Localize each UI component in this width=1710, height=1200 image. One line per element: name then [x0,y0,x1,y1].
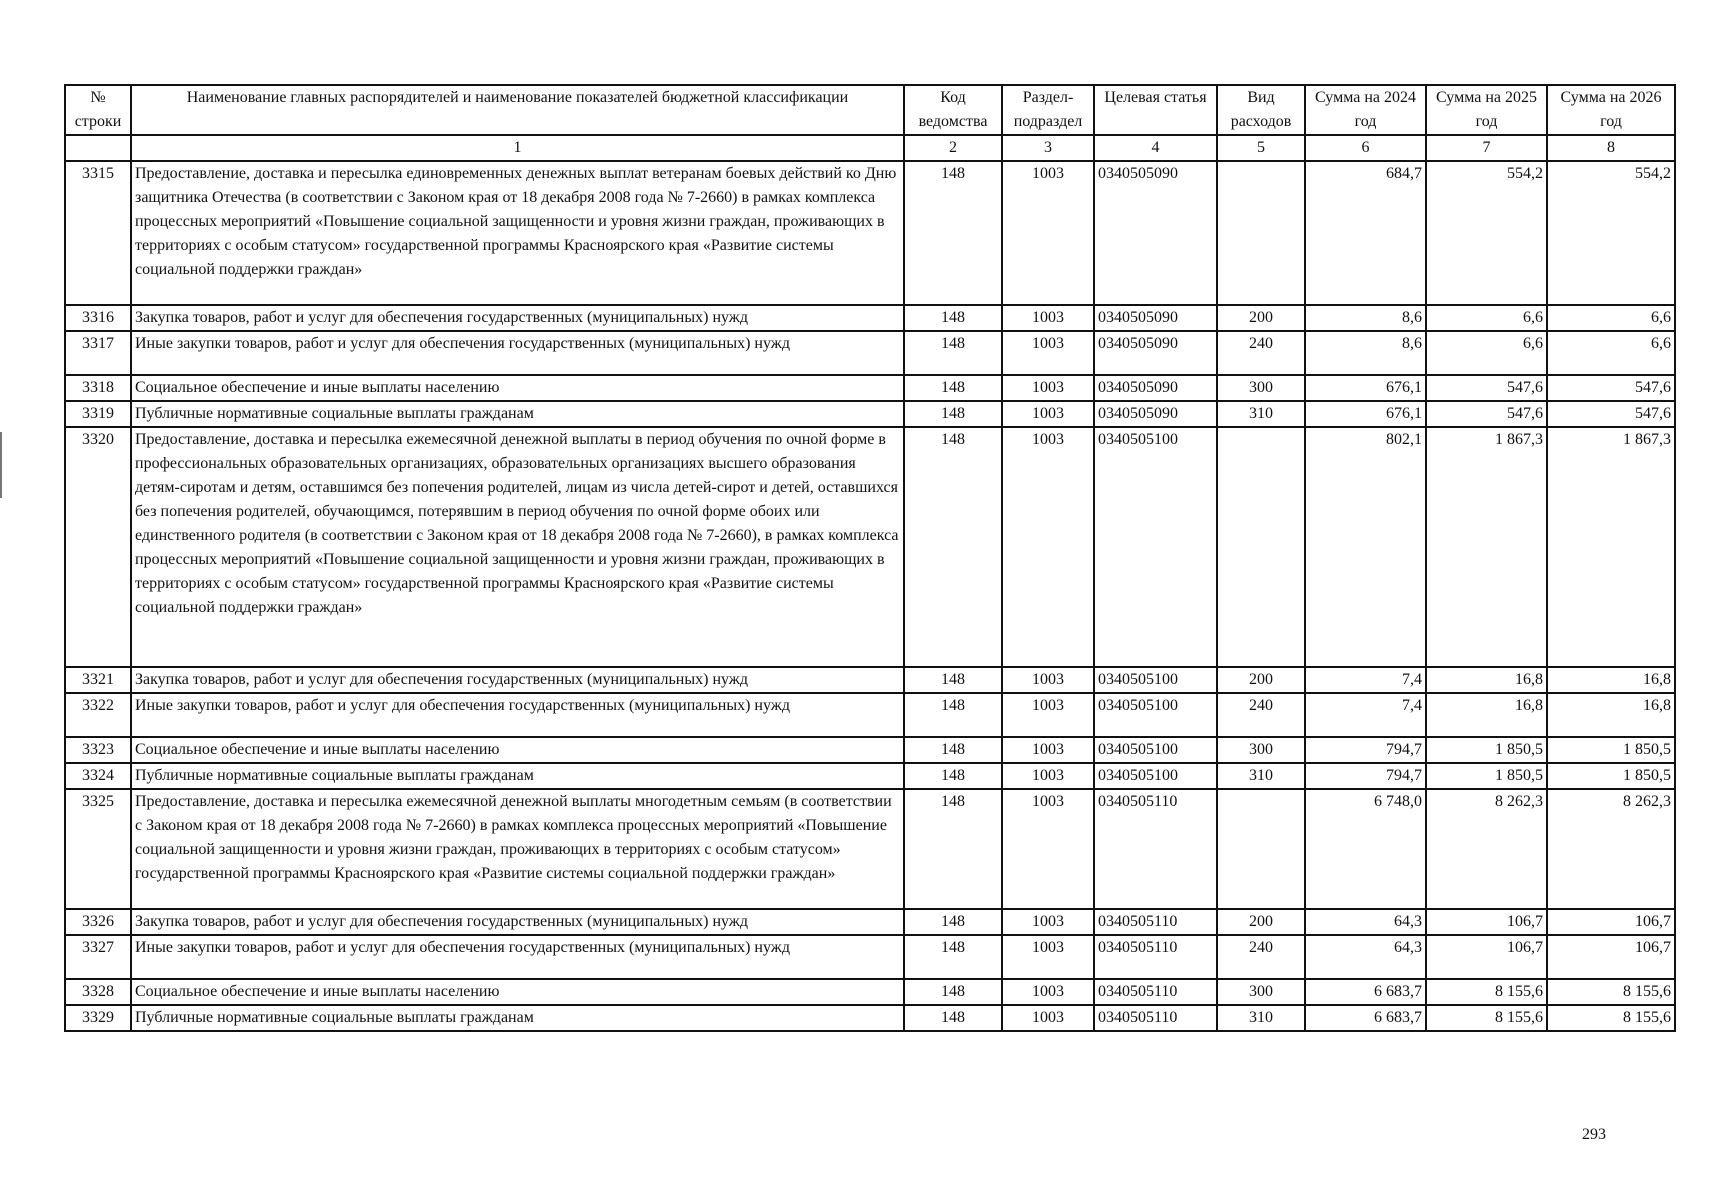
table-row [65,935,1675,979]
row-name-cell: Закупка товаров, работ и услуг для обеспечения государственных (муниципальных) нужд [131,909,904,935]
row-name-cell: Социальное обеспечение и иные выплаты населению [131,979,904,1005]
target-article-cell: 0340505090 [1094,305,1217,331]
section-cell: 1003 [1002,401,1094,427]
department-code-cell: 148 [904,909,1002,935]
header-target-article: Целевая статья [1094,85,1217,135]
sum-2024-cell: 676,1 [1305,375,1426,401]
sum-2024-cell: 64,3 [1305,909,1426,935]
row-name-cell: Иные закупки товаров, работ и услуг для обеспечения государственных (муниципальных) нужд [131,331,904,375]
sum-2024-cell: 7,4 [1305,667,1426,693]
sum-2026-cell: 106,7 [1547,935,1675,979]
sum-2026-cell: 547,6 [1547,375,1675,401]
table-row [65,789,1675,909]
section-cell: 1003 [1002,789,1094,909]
expense-kind-cell: 310 [1217,1005,1305,1031]
sum-2024-cell: 794,7 [1305,737,1426,763]
row-name-cell: Предоставление, доставка и пересылка единовременных денежных выплат ветеранам боевых действий ко Дню защитника Отечества (в соответствии с Законом края от 18 декабря 2008 года № 7-2660) в рамках комплекса процессных мероприятий «Повышение социальной защищенности и уровня жизни граждан, проживающих в территориях с особым статусом» государственной программы Красноярского края «Развитие системы социальной поддержки граждан» [131,161,904,305]
sum-2025-cell: 16,8 [1426,667,1547,693]
section-cell: 1003 [1002,935,1094,979]
sum-2026-cell: 16,8 [1547,693,1675,737]
department-code-cell: 148 [904,693,1002,737]
department-code-cell: 148 [904,375,1002,401]
scan-edge-mark [0,432,2,498]
column-number-blank [65,135,131,161]
sum-2026-cell: 554,2 [1547,161,1675,305]
row-number-cell: 3315 [65,161,131,305]
sum-2024-cell: 6 683,7 [1305,1005,1426,1031]
sum-2024-cell: 8,6 [1305,331,1426,375]
section-cell: 1003 [1002,427,1094,667]
row-number-cell: 3319 [65,401,131,427]
target-article-cell: 0340505110 [1094,979,1217,1005]
row-number-cell: 3316 [65,305,131,331]
department-code-cell: 148 [904,763,1002,789]
section-cell: 1003 [1002,305,1094,331]
sum-2024-cell: 802,1 [1305,427,1426,667]
sum-2026-cell: 8 155,6 [1547,979,1675,1005]
sum-2025-cell: 106,7 [1426,909,1547,935]
table-row [65,401,1675,427]
section-cell: 1003 [1002,909,1094,935]
expense-kind-cell: 300 [1217,737,1305,763]
table-row [65,693,1675,737]
header-sum-2024: Сумма на 2024 год [1305,85,1426,135]
column-number-row [65,135,1675,161]
table-row [65,979,1675,1005]
section-cell: 1003 [1002,331,1094,375]
target-article-cell: 0340505100 [1094,737,1217,763]
table-row [65,763,1675,789]
sum-2024-cell: 676,1 [1305,401,1426,427]
sum-2025-cell: 8 155,6 [1426,979,1547,1005]
sum-2026-cell: 6,6 [1547,331,1675,375]
expense-kind-cell [1217,161,1305,305]
sum-2025-cell: 8 155,6 [1426,1005,1547,1031]
row-name-cell: Иные закупки товаров, работ и услуг для обеспечения государственных (муниципальных) нужд [131,693,904,737]
department-code-cell: 148 [904,427,1002,667]
sum-2026-cell: 6,6 [1547,305,1675,331]
sum-2026-cell: 106,7 [1547,909,1675,935]
section-cell: 1003 [1002,1005,1094,1031]
column-number: 4 [1094,135,1217,161]
column-number: 3 [1002,135,1094,161]
sum-2025-cell: 6,6 [1426,305,1547,331]
header-row-number: № строки [65,85,131,135]
table-row [65,1005,1675,1031]
department-code-cell: 148 [904,737,1002,763]
target-article-cell: 0340505090 [1094,331,1217,375]
expense-kind-cell [1217,427,1305,667]
sum-2024-cell: 8,6 [1305,305,1426,331]
header-section: Раздел-подраздел [1002,85,1094,135]
expense-kind-cell: 200 [1217,667,1305,693]
sum-2026-cell: 547,6 [1547,401,1675,427]
row-number-cell: 3326 [65,909,131,935]
row-name-cell: Закупка товаров, работ и услуг для обеспечения государственных (муниципальных) нужд [131,667,904,693]
row-number-cell: 3323 [65,737,131,763]
expense-kind-cell: 240 [1217,935,1305,979]
table-row [65,667,1675,693]
target-article-cell: 0340505100 [1094,667,1217,693]
sum-2026-cell: 1 850,5 [1547,737,1675,763]
sum-2026-cell: 8 262,3 [1547,789,1675,909]
target-article-cell: 0340505110 [1094,789,1217,909]
row-name-cell: Публичные нормативные социальные выплаты гражданам [131,401,904,427]
header-sum-2026: Сумма на 2026 год [1547,85,1675,135]
section-cell: 1003 [1002,667,1094,693]
row-name-cell: Предоставление, доставка и пересылка ежемесячной денежной выплаты в период обучения по очной форме в профессиональных образовательных организациях, образовательных организациях высшего образования детям-сиротам и детям, оставшимся без попечения родителей, лицам из числа детей-сирот и детей, оставшихся без попечения родителей, обучающимся, потерявшим в период обучения по очной форме обоих или единственного родителя (в соответствии с Законом края от 18 декабря 2008 года № 7-2660), в рамках комплекса процессных мероприятий «Повышение социальной защищенности и уровня жизни граждан, проживающих в территориях с особым статусом» государственной программы Красноярского края «Развитие системы социальной поддержки граждан» [131,427,904,667]
target-article-cell: 0340505100 [1094,763,1217,789]
header-name: Наименование главных распорядителей и наименование показателей бюджетной классификации [131,85,904,135]
department-code-cell: 148 [904,401,1002,427]
sum-2025-cell: 6,6 [1426,331,1547,375]
row-number-cell: 3320 [65,427,131,667]
expense-kind-cell: 240 [1217,693,1305,737]
section-cell: 1003 [1002,737,1094,763]
department-code-cell: 148 [904,1005,1002,1031]
column-number: 6 [1305,135,1426,161]
row-number-cell: 3329 [65,1005,131,1031]
row-name-cell: Публичные нормативные социальные выплаты гражданам [131,763,904,789]
expense-kind-cell [1217,789,1305,909]
row-name-cell: Социальное обеспечение и иные выплаты населению [131,737,904,763]
department-code-cell: 148 [904,667,1002,693]
section-cell: 1003 [1002,375,1094,401]
department-code-cell: 148 [904,935,1002,979]
budget-table [64,84,1676,1032]
sum-2025-cell: 1 867,3 [1426,427,1547,667]
section-cell: 1003 [1002,693,1094,737]
expense-kind-cell: 310 [1217,763,1305,789]
column-number: 2 [904,135,1002,161]
target-article-cell: 0340505100 [1094,693,1217,737]
target-article-cell: 0340505110 [1094,909,1217,935]
target-article-cell: 0340505110 [1094,1005,1217,1031]
expense-kind-cell: 200 [1217,909,1305,935]
sum-2026-cell: 8 155,6 [1547,1005,1675,1031]
table-row [65,427,1675,667]
table-row [65,909,1675,935]
section-cell: 1003 [1002,763,1094,789]
row-name-cell: Социальное обеспечение и иные выплаты населению [131,375,904,401]
sum-2024-cell: 6 683,7 [1305,979,1426,1005]
page-number: 293 [1582,1126,1606,1143]
sum-2025-cell: 547,6 [1426,375,1547,401]
department-code-cell: 148 [904,161,1002,305]
sum-2026-cell: 1 867,3 [1547,427,1675,667]
sum-2025-cell: 8 262,3 [1426,789,1547,909]
expense-kind-cell: 240 [1217,331,1305,375]
target-article-cell: 0340505110 [1094,935,1217,979]
department-code-cell: 148 [904,789,1002,909]
expense-kind-cell: 200 [1217,305,1305,331]
target-article-cell: 0340505090 [1094,375,1217,401]
section-cell: 1003 [1002,161,1094,305]
row-number-cell: 3318 [65,375,131,401]
row-name-cell: Публичные нормативные социальные выплаты гражданам [131,1005,904,1031]
sum-2024-cell: 64,3 [1305,935,1426,979]
sum-2025-cell: 16,8 [1426,693,1547,737]
sum-2025-cell: 106,7 [1426,935,1547,979]
column-number: 8 [1547,135,1675,161]
column-number: 7 [1426,135,1547,161]
table-row [65,305,1675,331]
table-row [65,375,1675,401]
column-number: 1 [131,135,904,161]
sum-2025-cell: 554,2 [1426,161,1547,305]
sum-2025-cell: 1 850,5 [1426,737,1547,763]
header-row [65,85,1675,135]
row-number-cell: 3325 [65,789,131,909]
expense-kind-cell: 300 [1217,979,1305,1005]
table-body [65,161,1675,1031]
sum-2024-cell: 6 748,0 [1305,789,1426,909]
row-name-cell: Закупка товаров, работ и услуг для обеспечения государственных (муниципальных) нужд [131,305,904,331]
section-cell: 1003 [1002,979,1094,1005]
row-number-cell: 3328 [65,979,131,1005]
header-expense-kind: Вид расходов [1217,85,1305,135]
target-article-cell: 0340505100 [1094,427,1217,667]
department-code-cell: 148 [904,305,1002,331]
sum-2026-cell: 16,8 [1547,667,1675,693]
table-row [65,737,1675,763]
department-code-cell: 148 [904,979,1002,1005]
table-row [65,331,1675,375]
header-department-code: Код ведомства [904,85,1002,135]
sum-2025-cell: 1 850,5 [1426,763,1547,789]
department-code-cell: 148 [904,331,1002,375]
column-number: 5 [1217,135,1305,161]
row-name-cell: Предоставление, доставка и пересылка ежемесячной денежной выплаты многодетным семьям (в соответствии с Законом края от 18 декабря 2008 года № 7-2660) в рамках комплекса процессных мероприятий «Повышение социальной защищенности и уровня жизни граждан, проживающих в территориях с особым статусом» государственной программы Красноярского края «Развитие системы социальной поддержки граждан» [131,789,904,909]
row-number-cell: 3322 [65,693,131,737]
expense-kind-cell: 310 [1217,401,1305,427]
expense-kind-cell: 300 [1217,375,1305,401]
row-number-cell: 3324 [65,763,131,789]
row-name-cell: Иные закупки товаров, работ и услуг для обеспечения государственных (муниципальных) нужд [131,935,904,979]
header-sum-2025: Сумма на 2025 год [1426,85,1547,135]
sum-2026-cell: 1 850,5 [1547,763,1675,789]
table-row [65,161,1675,305]
sum-2024-cell: 794,7 [1305,763,1426,789]
sum-2024-cell: 684,7 [1305,161,1426,305]
row-number-cell: 3327 [65,935,131,979]
row-number-cell: 3317 [65,331,131,375]
target-article-cell: 0340505090 [1094,161,1217,305]
row-number-cell: 3321 [65,667,131,693]
target-article-cell: 0340505090 [1094,401,1217,427]
sum-2025-cell: 547,6 [1426,401,1547,427]
sum-2024-cell: 7,4 [1305,693,1426,737]
